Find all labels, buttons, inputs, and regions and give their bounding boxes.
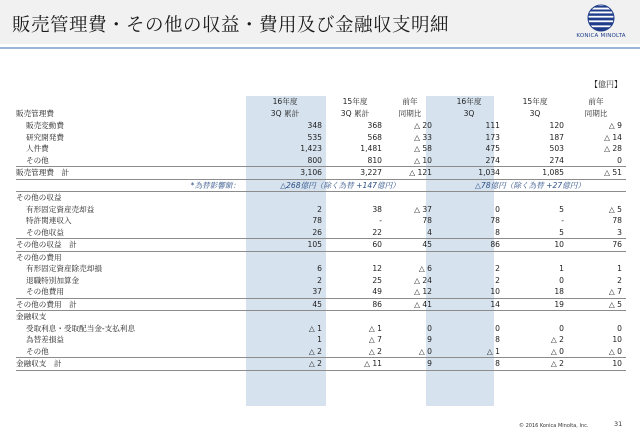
value-cell: 18 (554, 287, 564, 296)
fx-impact-quarter: △78億円（除く為替 +27億円） (436, 179, 626, 192)
value-cell: 78 (612, 216, 622, 225)
value-cell: △ 24 (414, 275, 432, 285)
value-cell: 8 (495, 227, 500, 237)
column-header: 15年度 (342, 97, 368, 106)
value-cell: 8 (436, 358, 504, 371)
total-row (16, 239, 626, 252)
value-cell: 2 (495, 275, 500, 285)
column-header: 同期比 (584, 109, 608, 118)
value-cell: 0 (559, 323, 564, 333)
row-label: 退職特別加算金 (26, 275, 80, 285)
value-cell: 173 (485, 132, 500, 142)
value-cell: 535 (307, 132, 322, 142)
financial-table (16, 96, 626, 371)
column-header: 前年 (402, 97, 418, 106)
table-row (16, 346, 626, 358)
value-cell: △ 7 (368, 335, 382, 344)
total-row (16, 298, 626, 311)
row-label: 販売管理費 計 (16, 167, 246, 180)
value-cell: 0 (495, 323, 500, 333)
row-label: 金融収支 計 (16, 358, 246, 371)
row-label: 人件費 (26, 144, 49, 153)
value-cell: △ 33 (414, 132, 432, 142)
value-cell: 38 (372, 204, 382, 214)
globe-logo-icon (587, 4, 615, 32)
section-header-sga: 販売管理費 (16, 109, 54, 118)
value-cell: 348 (307, 121, 322, 130)
value-cell: - (561, 216, 564, 225)
value-cell: 111 (485, 121, 500, 130)
value-cell: 1 (559, 264, 564, 273)
value-cell: 10 (490, 287, 500, 296)
table-row (16, 275, 626, 287)
logo-text: KONICA MINOLTA (576, 33, 626, 39)
row-label: 研究開発費 (26, 132, 64, 142)
title-accent-line (0, 47, 640, 49)
value-cell: △ 2 (308, 346, 322, 356)
table-row (16, 227, 626, 239)
value-cell: 78 (490, 216, 500, 225)
header-row-2 (16, 108, 626, 120)
value-cell: △ 20 (414, 121, 432, 130)
header-row-1 (16, 96, 626, 108)
table-row (16, 286, 626, 298)
value-cell: 810 (367, 155, 382, 165)
value-cell: 1 (317, 335, 322, 344)
section-header-finance (16, 311, 626, 323)
section-header: 金融収支 (16, 311, 626, 323)
value-cell: 60 (326, 239, 386, 252)
row-label: 販売変動費 (26, 121, 64, 130)
finance-rows (16, 311, 626, 371)
value-cell: 800 (307, 155, 322, 165)
table-row (16, 132, 626, 144)
table-row (16, 215, 626, 227)
fx-impact-label: *為替影響額： (16, 179, 246, 192)
column-header: 3Q 累計 (340, 109, 370, 118)
fx-impact-row (16, 179, 626, 192)
sga-rows (16, 120, 626, 179)
value-cell: 78 (312, 216, 322, 225)
value-cell: 10 (504, 239, 568, 252)
column-header: 16年度 (272, 97, 298, 106)
value-cell: 2 (317, 204, 322, 214)
value-cell: 0 (617, 323, 622, 333)
section-header-other-income (16, 192, 626, 204)
value-cell: △ 0 (418, 346, 432, 356)
value-cell: △ 2 (504, 358, 568, 371)
row-label: 有形固定資産売却益 (26, 204, 95, 214)
value-cell: 86 (436, 239, 504, 252)
value-cell: 3,106 (246, 167, 326, 180)
value-cell: 76 (568, 239, 626, 252)
value-cell: 368 (367, 121, 382, 130)
value-cell: △ 11 (326, 358, 386, 371)
value-cell: △ 5 (608, 204, 622, 214)
column-header: 3Q (463, 109, 475, 118)
value-cell: 1,423 (300, 144, 322, 153)
row-label: 為替差損益 (26, 335, 64, 344)
value-cell: △ 1 (368, 323, 382, 333)
value-cell: 49 (372, 287, 382, 296)
value-cell: △ 6 (418, 264, 432, 273)
value-cell: △ 5 (568, 298, 626, 311)
row-label: その他の費用 計 (16, 298, 246, 311)
column-header: 3Q (529, 109, 541, 118)
value-cell: △ 37 (414, 204, 432, 214)
row-label: その他収益 (26, 227, 64, 237)
value-cell: 120 (549, 121, 564, 130)
value-cell: 12 (372, 264, 382, 273)
page-title: 販売管理費・その他の収益・費用及び金融収支明細 (12, 15, 450, 36)
value-cell: △ 2 (246, 358, 326, 371)
row-label: 受取利息・受取配当金-支払利息 (26, 323, 136, 333)
value-cell: 0 (559, 275, 564, 285)
table-row (16, 120, 626, 132)
value-cell: 0 (427, 323, 432, 333)
value-cell: 2 (495, 264, 500, 273)
section-header: その他の収益 (16, 192, 626, 204)
value-cell: △ 12 (414, 287, 432, 296)
value-cell: △ 2 (550, 335, 564, 344)
value-cell: 3,227 (326, 167, 386, 180)
value-cell: 26 (312, 227, 322, 237)
value-cell: △ 28 (604, 144, 622, 153)
value-cell: 2 (317, 275, 322, 285)
column-header: 同期比 (398, 109, 422, 118)
table-row (16, 143, 626, 155)
column-header: 15年度 (522, 97, 548, 106)
value-cell: 14 (436, 298, 504, 311)
table-row (16, 204, 626, 216)
value-cell: 475 (485, 144, 500, 153)
value-cell: △ 1 (308, 323, 322, 333)
value-cell: 9 (386, 358, 436, 371)
company-logo (572, 4, 630, 42)
row-label: その他 (26, 346, 49, 356)
value-cell: 1 (617, 264, 622, 273)
other-income-rows (16, 192, 626, 252)
value-cell: 5 (559, 204, 564, 214)
value-cell: 2 (617, 275, 622, 285)
row-label: その他 (26, 155, 49, 165)
value-cell: △ 51 (568, 167, 626, 180)
page-number: 31 (614, 420, 623, 428)
value-cell: 105 (246, 239, 326, 252)
value-cell: 10 (568, 358, 626, 371)
value-cell: △ 14 (604, 132, 622, 142)
copyright-footer: © 2016 Konica Minolta, Inc. (519, 423, 589, 429)
value-cell: 22 (372, 227, 382, 237)
value-cell: 10 (612, 335, 622, 344)
value-cell: △ 10 (414, 155, 432, 165)
value-cell: △ 0 (550, 346, 564, 356)
value-cell: 4 (427, 227, 432, 237)
value-cell: 187 (549, 132, 564, 142)
value-cell: 0 (617, 155, 622, 165)
value-cell: 0 (495, 204, 500, 214)
value-cell: △ 7 (608, 287, 622, 296)
value-cell: △ 0 (608, 346, 622, 356)
table-row (16, 155, 626, 167)
value-cell: 45 (246, 298, 326, 311)
row-label: 特許関連収入 (26, 216, 72, 225)
value-cell: 274 (549, 155, 564, 165)
column-header: 3Q 累計 (270, 109, 300, 118)
value-cell: 1,085 (504, 167, 568, 180)
value-cell: 86 (326, 298, 386, 311)
column-header: 前年 (588, 97, 604, 106)
row-label: その他費用 (26, 287, 64, 296)
table-row (16, 263, 626, 275)
value-cell: △ 2 (368, 346, 382, 356)
value-cell: 5 (559, 227, 564, 237)
value-cell: 6 (317, 264, 322, 273)
value-cell: 37 (312, 287, 322, 296)
value-cell: △ 121 (386, 167, 436, 180)
value-cell: 19 (504, 298, 568, 311)
table-row (16, 334, 626, 346)
value-cell: 3 (617, 227, 622, 237)
section-header: その他の費用 (16, 251, 626, 263)
value-cell: 1,034 (436, 167, 504, 180)
value-cell: 8 (495, 335, 500, 344)
section-header-other-expenses (16, 251, 626, 263)
other-expense-rows (16, 251, 626, 311)
value-cell: 78 (422, 216, 432, 225)
column-header: 16年度 (456, 97, 482, 106)
row-label: 有形固定資産除売却損 (26, 264, 102, 273)
value-cell: 45 (386, 239, 436, 252)
value-cell: 25 (372, 275, 382, 285)
value-cell: △ 58 (414, 144, 432, 153)
value-cell: 274 (485, 155, 500, 165)
value-cell: 9 (427, 335, 432, 344)
unit-label: 【億円】 (590, 80, 622, 89)
table-row (16, 323, 626, 335)
row-label: その他の収益 計 (16, 239, 246, 252)
value-cell: - (379, 216, 382, 225)
value-cell: 568 (367, 132, 382, 142)
value-cell: 503 (549, 144, 564, 153)
value-cell: 1,481 (360, 144, 382, 153)
value-cell: △ 9 (608, 121, 622, 130)
value-cell: △ 41 (386, 298, 436, 311)
fx-impact-cumulative: △268億円（除く為替 +147億円） (246, 179, 436, 192)
value-cell: △ 1 (486, 346, 500, 356)
total-row (16, 358, 626, 371)
total-row (16, 167, 626, 180)
